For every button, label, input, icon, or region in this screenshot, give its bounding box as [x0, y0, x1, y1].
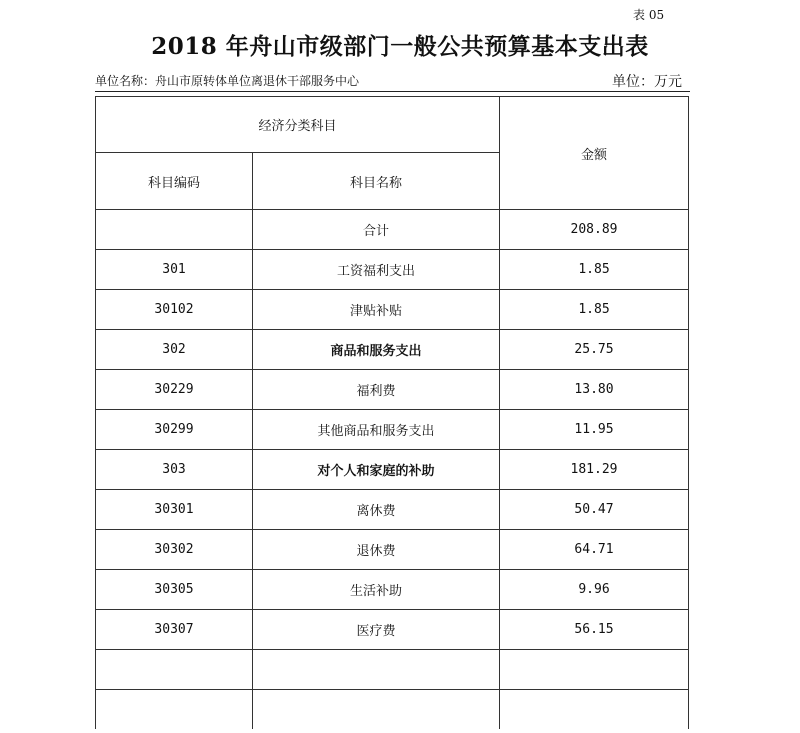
cell-code: 30229	[96, 370, 253, 410]
cell-amount: 64.71	[500, 530, 689, 570]
table-row	[96, 210, 689, 250]
cell-name	[253, 650, 500, 690]
header-amount: 金额	[500, 97, 689, 210]
cell-code: 30305	[96, 570, 253, 610]
cell-amount: 11.95	[500, 410, 689, 450]
cell-code: 301	[96, 250, 253, 290]
table-row	[96, 370, 689, 410]
table-number: 表 05	[633, 8, 665, 22]
cell-amount: 25.75	[500, 330, 689, 370]
table-row	[96, 570, 689, 610]
header-code: 科目编码	[96, 153, 253, 210]
cell-amount: 1.85	[500, 250, 689, 290]
cell-amount: 9.96	[500, 570, 689, 610]
header-rule	[95, 91, 690, 92]
cell-amount: 1.85	[500, 290, 689, 330]
cell-code: 302	[96, 330, 253, 370]
cell-name: 合计	[253, 210, 500, 250]
cell-code	[96, 650, 253, 690]
cell-amount: 208.89	[500, 210, 689, 250]
table-row	[96, 450, 689, 490]
cell-name: 生活补助	[253, 570, 500, 610]
cell-code: 30307	[96, 610, 253, 650]
cell-name: 医疗费	[253, 610, 500, 650]
table-row	[96, 530, 689, 570]
cell-amount: 13.80	[500, 370, 689, 410]
cell-name: 商品和服务支出	[253, 330, 500, 370]
table-row	[96, 690, 689, 730]
budget-table	[95, 96, 689, 729]
cell-amount: 56.15	[500, 610, 689, 650]
table-row	[96, 250, 689, 290]
cell-amount	[500, 650, 689, 690]
table-row	[96, 610, 689, 650]
page-title: 2018 年舟山市级部门一般公共预算基本支出表	[151, 33, 649, 60]
cell-name: 离休费	[253, 490, 500, 530]
header-row-category	[96, 97, 689, 153]
header-economic-category: 经济分类科目	[96, 97, 500, 153]
header-name: 科目名称	[253, 153, 500, 210]
cell-name: 其他商品和服务支出	[253, 410, 500, 450]
table-row	[96, 290, 689, 330]
cell-amount: 181.29	[500, 450, 689, 490]
cell-name: 对个人和家庭的补助	[253, 450, 500, 490]
cell-code: 303	[96, 450, 253, 490]
cell-code	[96, 690, 253, 730]
cell-code: 30302	[96, 530, 253, 570]
table-row	[96, 650, 689, 690]
table-row	[96, 330, 689, 370]
cell-name	[253, 690, 500, 730]
cell-code: 30301	[96, 490, 253, 530]
cell-name: 工资福利支出	[253, 250, 500, 290]
cell-code: 30299	[96, 410, 253, 450]
cell-name: 福利费	[253, 370, 500, 410]
cell-amount	[500, 690, 689, 730]
cell-code	[96, 210, 253, 250]
currency-unit-label: 单位：万元	[612, 74, 682, 90]
cell-name: 退休费	[253, 530, 500, 570]
cell-amount: 50.47	[500, 490, 689, 530]
cell-code: 30102	[96, 290, 253, 330]
table-row	[96, 410, 689, 450]
cell-name: 津贴补贴	[253, 290, 500, 330]
unit-name-label: 单位名称：舟山市原转体单位离退休干部服务中心	[95, 74, 360, 88]
table-row	[96, 490, 689, 530]
